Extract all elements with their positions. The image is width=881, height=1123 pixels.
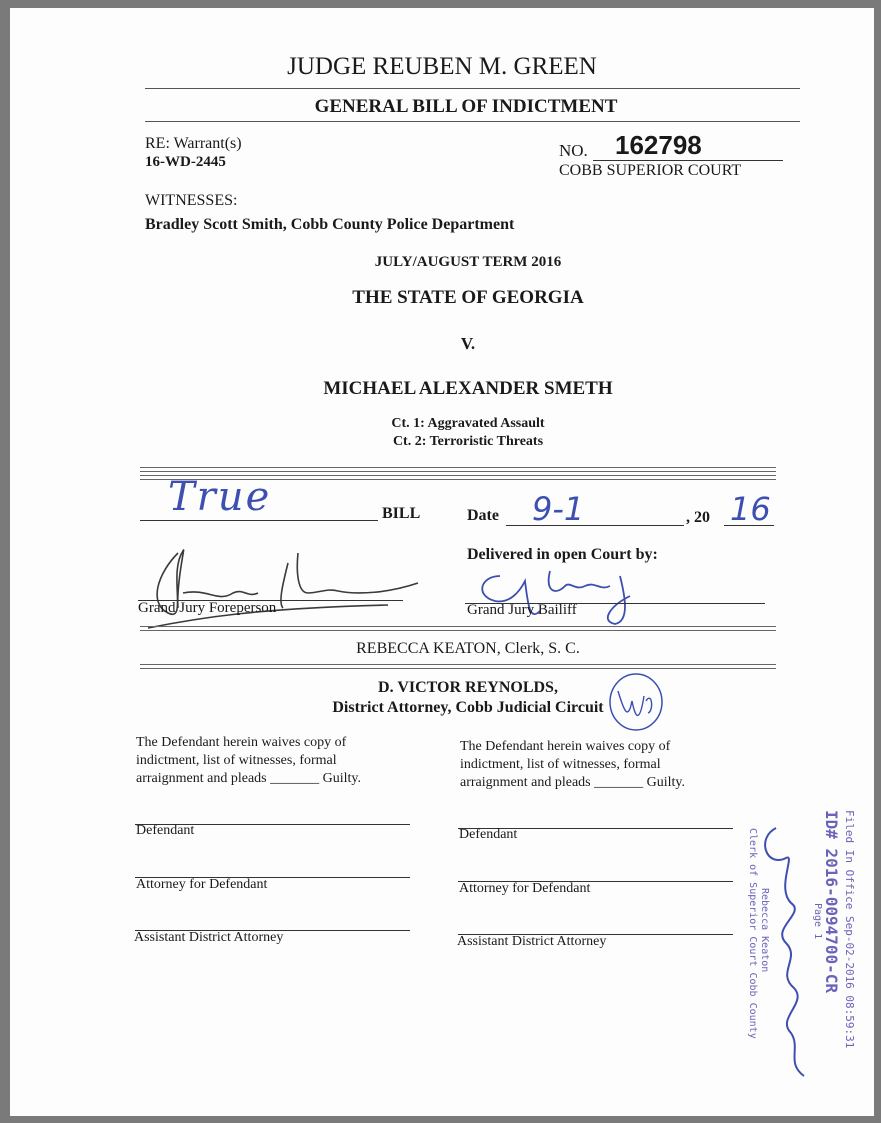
foreperson-label: Grand Jury Foreperson — [138, 600, 277, 616]
count-1: Ct. 1: Aggravated Assault — [391, 416, 545, 431]
bill-label: BILL — [382, 505, 421, 522]
stamp-line-3: Page 1 — [812, 903, 823, 940]
da-initials-mark — [606, 671, 666, 733]
count-2: Ct. 2: Terroristic Threats — [392, 434, 544, 449]
clerk-name: REBECCA KEATON, Clerk, S. C. — [356, 640, 580, 657]
divider — [145, 121, 800, 122]
double-divider — [140, 467, 776, 472]
case-no-value: 162798 — [615, 130, 702, 160]
da-title: District Attorney, Cobb Judicial Circuit — [332, 699, 604, 716]
stamp-line-4: Rebecca Keaton — [759, 888, 770, 973]
judge-name: JUDGE REUBEN M. GREEN — [287, 53, 597, 80]
bill-line — [140, 520, 378, 521]
versus: V. — [460, 334, 476, 353]
attorney-label-right: Attorney for Defendant — [459, 881, 591, 896]
state-name: THE STATE OF GEORGIA — [352, 287, 584, 308]
document-title: GENERAL BILL OF INDICTMENT — [314, 96, 618, 117]
ada-label-right: Assistant District Attorney — [457, 934, 607, 949]
double-divider — [140, 626, 776, 631]
waiver-left-line-1: The Defendant herein waives copy of — [136, 735, 347, 750]
stamp-line-1: Filed In Office Sep-02-2016 08:59:31 — [843, 810, 856, 1049]
double-divider — [140, 664, 776, 669]
witnesses-list: Bradley Scott Smith, Cobb County Police Department — [145, 216, 515, 233]
delivered-label: Delivered in open Court by: — [467, 546, 658, 563]
ada-label-left: Assistant District Attorney — [134, 930, 284, 945]
witnesses-label: WITNESSES: — [145, 192, 238, 209]
court-name: COBB SUPERIOR COURT — [559, 162, 742, 179]
court-term: JULY/AUGUST TERM 2016 — [374, 254, 562, 270]
waiver-left-line-2: indictment, list of witnesses, formal — [136, 753, 337, 768]
year-handwritten: 16 — [730, 490, 771, 528]
year-prefix: , 20 — [686, 509, 710, 526]
bill-handwritten: True — [168, 474, 272, 520]
waiver-right-line-1: The Defendant herein waives copy of — [460, 739, 671, 754]
warrant-label: RE: Warrant(s) — [145, 135, 242, 152]
date-label: Date — [467, 507, 499, 524]
indictment-page — [10, 8, 874, 1116]
waiver-left-line-3: arraignment and pleads _______ Guilty. — [136, 771, 361, 786]
divider — [145, 88, 800, 89]
case-no-line — [593, 160, 783, 161]
foreperson-signature — [138, 533, 428, 633]
waiver-right-line-2: indictment, list of witnesses, formal — [460, 757, 661, 772]
bailiff-label: Grand Jury Bailiff — [467, 602, 577, 618]
stamp-line-5: Clerk of Superior Court Cobb County — [747, 828, 758, 1039]
date-handwritten: 9-1 — [532, 490, 585, 528]
defendant-label-left: Defendant — [136, 823, 195, 838]
case-no-label: NO. — [559, 141, 588, 160]
attorney-label-left: Attorney for Defendant — [136, 877, 268, 892]
defendant-label-right: Defendant — [459, 827, 518, 842]
da-name: D. VICTOR REYNOLDS, — [378, 679, 558, 696]
defendant-name: MICHAEL ALEXANDER SMETH — [323, 378, 613, 399]
waiver-right-line-3: arraignment and pleads _______ Guilty. — [460, 775, 685, 790]
filing-stamp — [746, 808, 876, 1098]
warrant-number: 16-WD-2445 — [145, 154, 226, 170]
stamp-line-2: ID# 2016-0094700-CR — [822, 810, 841, 994]
